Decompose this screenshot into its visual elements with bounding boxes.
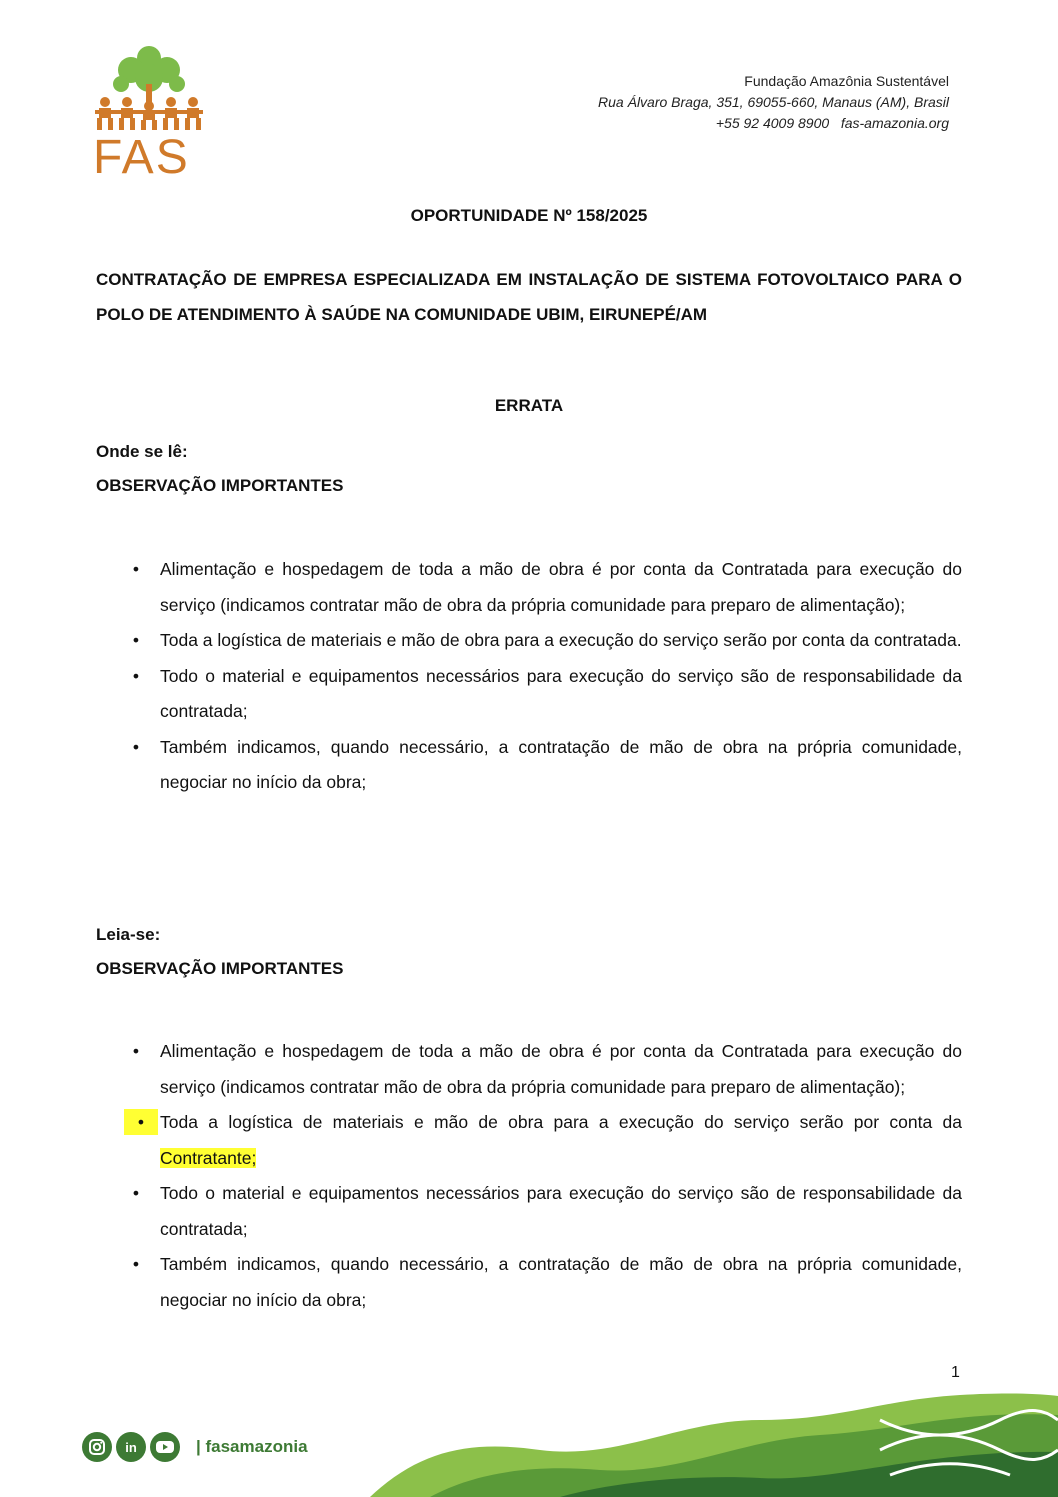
document-subject: CONTRATAÇÃO DE EMPRESA ESPECIALIZADA EM INSTALAÇÃO DE SISTEMA FOTOVOLTAICO PARA O POLO DE ATENDIMENTO À SAÚDE NA COMUNIDADE UBIM, EIRUNEPÉ/AM [96,270,962,324]
list-item: • Todo o material e equipamentos necessários para execução do serviço são de responsabilidade da contratada; [96,1176,962,1247]
bullet: • [132,630,140,650]
list-item: • Alimentação e hospedagem de toda a mão de obra é por conta da Contratada para execução do serviço (indicamos contratar mão de obra da própria comunidade para preparo de alimentação); [96,1034,962,1105]
instagram-icon[interactable] [82,1432,112,1462]
footer-social [82,1430,308,1464]
list-item: • Alimentação e hospedagem de toda a mão de obra é por conta da Contratada para execução do serviço (indicamos contratar mão de obra da própria comunidade para preparo de alimentação); [96,552,962,623]
errata-heading: ERRATA [494,396,564,415]
logo-wordmark: FAS [93,131,190,184]
bullet: • [132,1254,140,1274]
list-item: • Toda a logística de materiais e mão de obra para a execução do serviço serão por conta da contratada. [96,623,962,659]
bullet-highlighted: • [124,1109,158,1135]
list-item: • Também indicamos, quando necessário, a contratação de mão de obra na própria comunidade, negociar no início da obra; [96,730,962,801]
list-item: • Também indicamos, quando necessário, a contratação de mão de obra na própria comunidade, negociar no início da obra; [96,1247,962,1318]
org-contact: +55 92 4009 8900 fas-amazonia.org [715,115,949,131]
section-heading-corrected: OBSERVAÇÃO IMPORTANTES [96,959,344,978]
fas-logo [93,44,205,186]
bullet: • [132,1041,140,1061]
bullet: • [132,665,140,686]
org-name: Fundação Amazônia Sustentável [744,73,949,89]
where-reads-label: Onde se lê: [96,442,188,461]
section-heading-original: OBSERVAÇÃO IMPORTANTES [96,476,344,495]
read-as-label: Leia-se: [96,925,161,944]
corrected-items-list [96,1034,962,1318]
list-item-highlighted: • Toda a logística de materiais e mão de obra para a execução do serviço serão por conta da Contratante; [96,1105,962,1176]
social-handle[interactable]: | fasamazonia [196,1437,308,1456]
page-number: 1 [951,1364,960,1381]
tree-people-icon [93,44,205,134]
bullet: • [132,736,140,757]
list-item: • Todo o material e equipamentos necessários para execução do serviço são de responsabilidade da contratada; [96,659,962,730]
organization-info [598,71,949,134]
youtube-icon[interactable] [150,1432,180,1462]
bullet: • [132,559,140,579]
org-address: Rua Álvaro Braga, 351, 69055-660, Manaus (AM), Brasil [598,94,949,110]
linkedin-icon[interactable]: in [116,1432,146,1462]
bullet: • [132,1183,140,1203]
document-title: OPORTUNIDADE Nº 158/2025 [410,206,648,225]
original-items-list [96,552,962,801]
highlighted-correction: Contratante; [160,1147,257,1168]
